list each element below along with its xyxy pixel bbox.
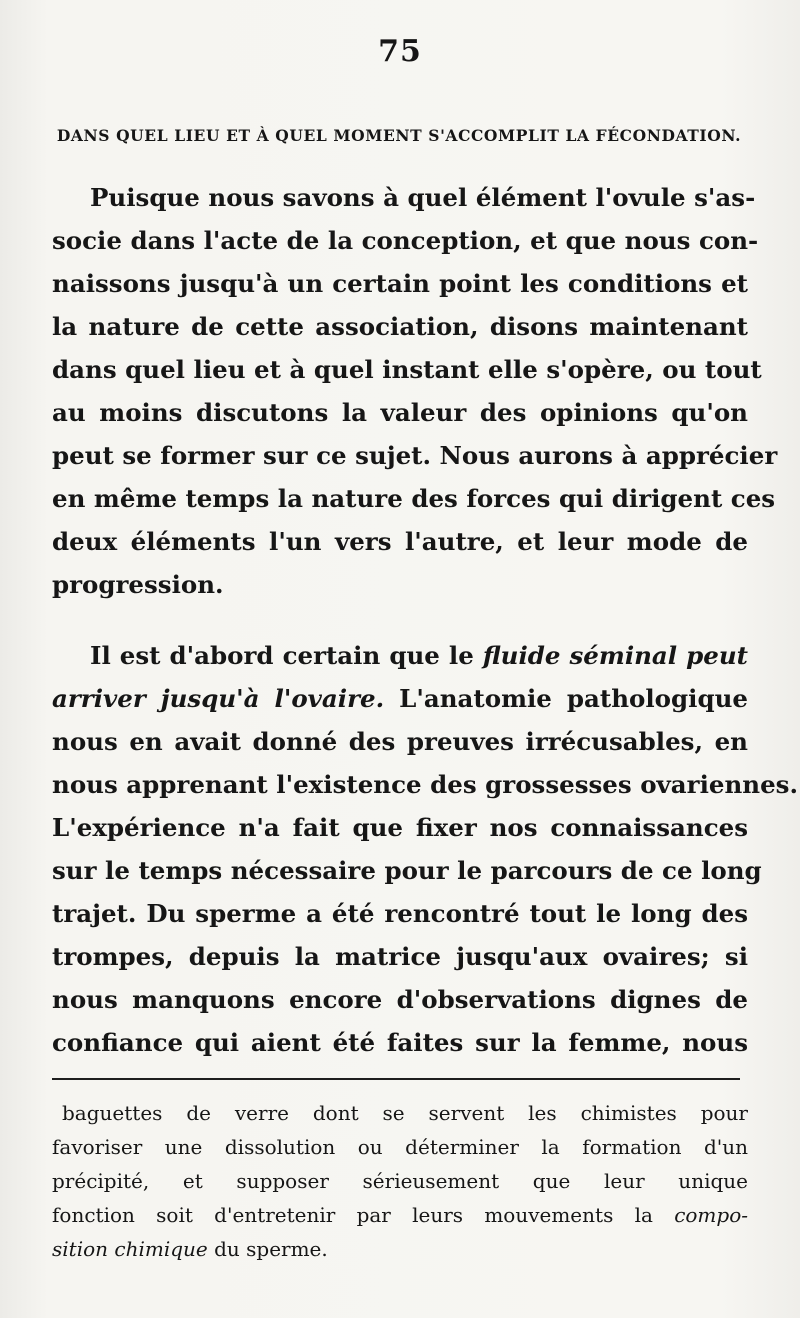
text-run: Il est d'abord certain que le [90,641,483,670]
page-number: 75 [378,34,422,69]
text-line: confiance qui aient été faites sur la femme, nous [52,1028,748,1057]
footnote-line: favoriser une dissolution ou déterminer la formation d'un [52,1135,748,1159]
text-line: L'expérience n'a fait que fixer nos connaissances [52,813,748,842]
paragraph-1 [52,176,778,606]
text-run: du sperme. [207,1237,328,1261]
footnote-line: baguettes de verre dont se servent les chimistes pour [62,1101,748,1125]
text-line: trompes, depuis la matrice jusqu'aux ovaires; si [52,942,748,971]
italic-text: arriver jusqu'à l'ovaire. [52,684,385,713]
footnote [52,1096,748,1266]
italic-text: fluide séminal peut [482,641,748,670]
text-line: dans quel lieu et à quel instant elle s'opère, ou tout [52,355,762,384]
text-line: naissons jusqu'à un certain point les conditions et [52,269,748,298]
footnote-line [52,1198,748,1232]
text-line: deux éléments l'un vers l'autre, et leur mode de [52,527,748,556]
section-heading: DANS QUEL LIEU ET À QUEL MOMENT S'ACCOMPLIT LA FÉCONDATION. [56,126,742,145]
text-line: peut se former sur ce sujet. Nous aurons à apprécier [52,441,778,470]
italic-text: sition chimique [52,1237,208,1261]
footnote-line: précipité, et supposer sérieusement que leur unique [52,1169,748,1193]
text-line: nous apprenant l'existence des grossesses ovariennes. [52,770,799,799]
paragraph-2 [52,634,799,1064]
text-line: Puisque nous savons à quel élément l'ovule s'as- [90,183,756,212]
footnote-divider [52,1078,740,1080]
text-line [52,677,748,720]
footnote-line [52,1232,748,1266]
text-line: sur le temps nécessaire pour le parcours de ce long [52,856,762,885]
text-run: L'anatomie pathologique [384,684,748,713]
text-line: trajet. Du sperme a été rencontré tout le long des [52,899,748,928]
text-line: en même temps la nature des forces qui dirigent ces [52,484,776,513]
text-line: nous en avait donné des preuves irrécusables, en [52,727,748,756]
text-line: progression. [52,570,224,599]
text-line [52,634,748,677]
text-run: fonction soit d'entretenir par leurs mouvements la [52,1203,675,1227]
text-line: au moins discutons la valeur des opinions qu'on [52,398,748,427]
text-line: socie dans l'acte de la conception, et que nous con- [52,226,759,255]
text-line: la nature de cette association, disons maintenant [52,312,748,341]
italic-text: compo- [674,1203,748,1227]
text-line: nous manquons encore d'observations dignes de [52,985,748,1014]
